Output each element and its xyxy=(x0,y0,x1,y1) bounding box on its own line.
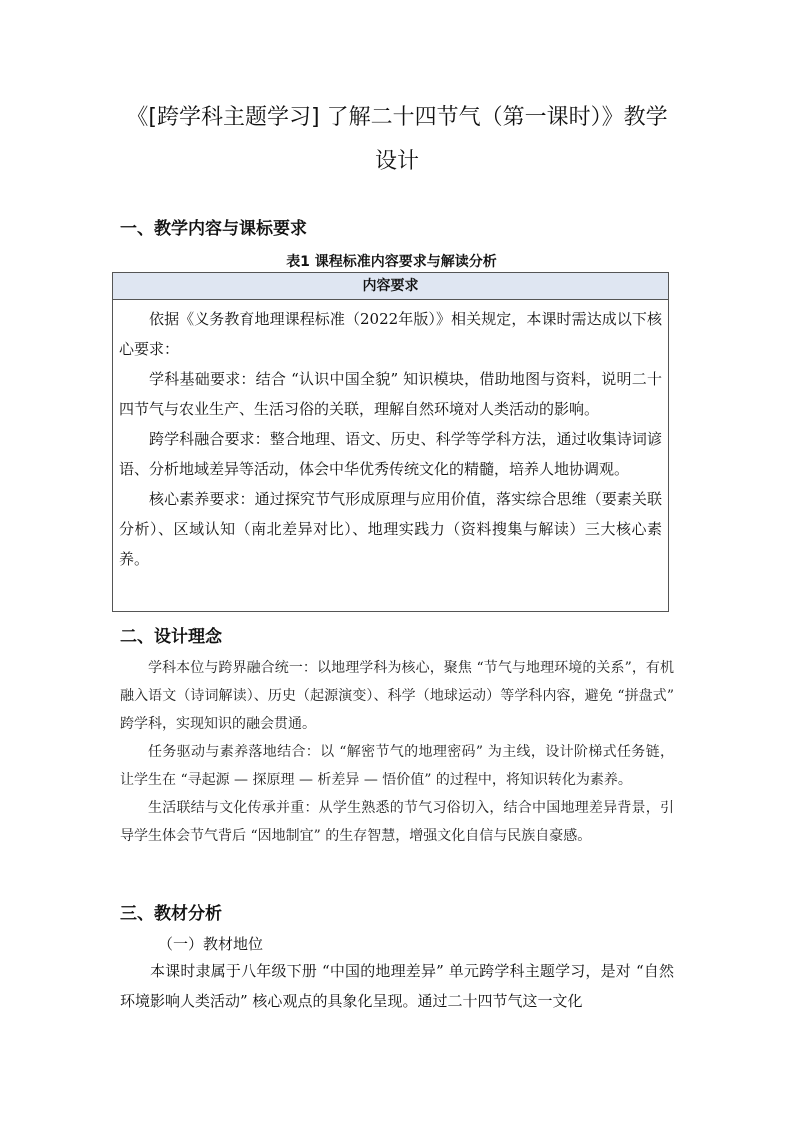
sub-heading: （一）教材地位 xyxy=(158,935,264,953)
section-2-body xyxy=(120,654,674,850)
requirements-table xyxy=(112,272,669,612)
title-line-1: 《[跨学科主题学习] 了解二十四节气（第一课时）》教学 xyxy=(126,105,668,130)
section-1-heading: 一、教学内容与课标要求 xyxy=(120,219,307,239)
section-3-body xyxy=(120,956,674,1016)
section-3-heading: 三、教材分析 xyxy=(120,904,222,924)
section-paragraph: 本课时隶属于八年级下册 “中国的地理差异” 单元跨学科主题学习，是对 “自然环境影响人类活动” 核心观点的具象化呈现。通过二十四节气这一文化 xyxy=(120,962,674,1010)
section-paragraph: 学科本位与跨界融合统一：以地理学科为核心，聚焦 “节气与地理环境的关系”，有机融入语文（诗词解读）、历史（起源演变）、科学（地球运动）等学科内容，避免 “拼盘式” 跨学科，实现知识的融会贯通。 xyxy=(120,660,674,732)
section-2-heading: 二、设计理念 xyxy=(120,627,222,647)
table-header: 内容要求 xyxy=(113,273,668,300)
table-paragraph: 依据《义务教育地理课程标准（2022年版）》相关规定，本课时需达成以下核心要求： xyxy=(119,310,662,358)
table-caption: 表1 课程标准内容要求与解读分析 xyxy=(286,254,497,270)
section-paragraph: 任务驱动与素养落地结合：以 “解密节气的地理密码” 为主线，设计阶梯式任务链，让学生在 “寻起源 — 探原理 — 析差异 — 悟价值” 的过程中，将知识转化为素养。 xyxy=(120,744,674,788)
table-paragraph: 跨学科融合要求：整合地理、语文、历史、科学等学科方法，通过收集诗词谚语、分析地域差异等活动，体会中华优秀传统文化的精髓，培养人地协调观。 xyxy=(119,430,662,478)
section-paragraph: 生活联结与文化传承并重：从学生熟悉的节气习俗切入，结合中国地理差异背景，引导学生体会节气背后 “因地制宜” 的生存智慧，增强文化自信与民族自豪感。 xyxy=(120,800,674,844)
document-title xyxy=(110,96,684,184)
table-paragraph: 核心素养要求：通过探究节气形成原理与应用价值，落实综合思维（要素关联分析）、区域认知（南北差异对比）、地理实践力（资料搜集与解读）三大核心素养。 xyxy=(119,490,662,568)
title-line-2: 设计 xyxy=(374,149,419,174)
table-body xyxy=(113,300,668,574)
table-paragraph: 学科基础要求：结合 “认识中国全貌” 知识模块，借助地图与资料，说明二十四节气与农业生产、生活习俗的关联，理解自然环境对人类活动的影响。 xyxy=(119,370,662,418)
